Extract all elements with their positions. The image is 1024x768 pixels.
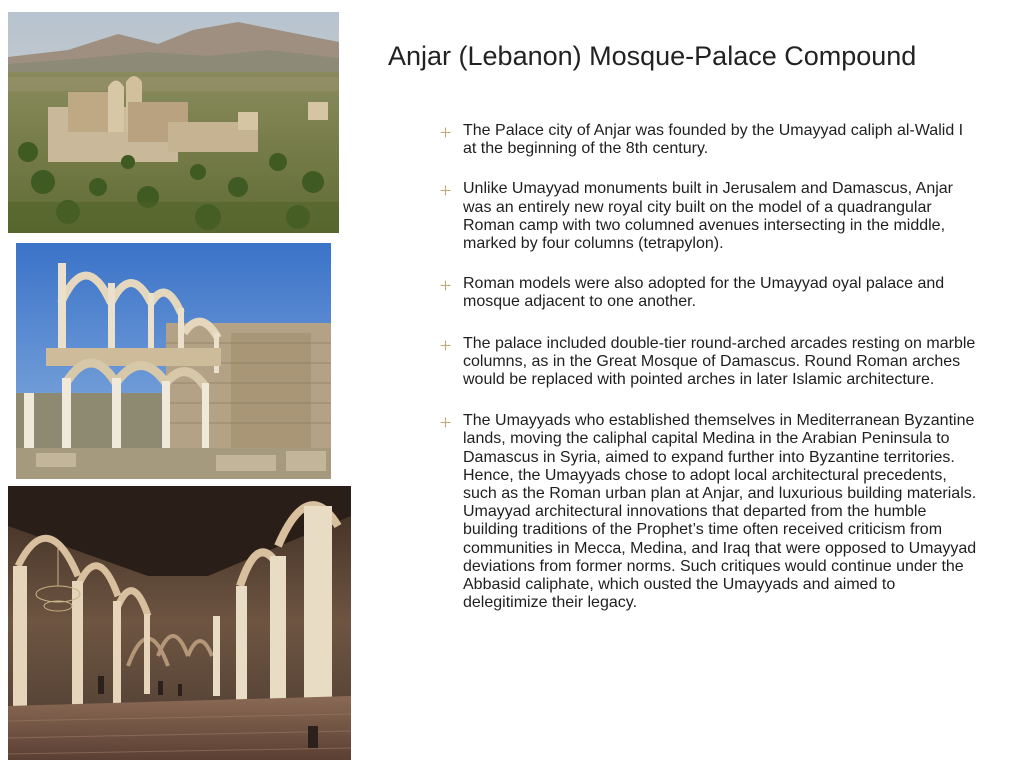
mosque-interior-illustration bbox=[8, 486, 351, 760]
fleuron-icon bbox=[440, 340, 451, 351]
bullet-text: Roman models were also adopted for the Umayyad oyal palace and mosque adjacent to one another. bbox=[463, 275, 945, 311]
anjar-arcade-illustration bbox=[16, 243, 331, 479]
slide-title: Anjar (Lebanon) Mosque-Palace Compound bbox=[388, 41, 917, 71]
bullet-item bbox=[440, 335, 980, 390]
bullet-text: The Umayyads who established themselves in Mediterranean Byzantine lands, moving the caliphal capital Medina in the Arabian Peninsula to Damascus in Syria, aimed to expand further into Byzantine territories. Hence, the Umayyads chose to adopt local architectural precedents, such as the Roman urban plan at Anjar, and luxurious building materials. Umayyad architectural innovations that departed from the humble building traditions of the Prophet’s time often received criticism from communities in Mecca, Medina, and Iraq that were opposed to Umayyad deviations from former norms. Such critiques would continue under the Abbasid caliphate, which ousted the Umayyads and aimed to delegitimize their legacy. bbox=[463, 412, 977, 612]
bullet-text: The palace included double-tier round-arched arcades resting on marble columns, as in the Great Mosque of Damascus. Round Roman arches would be replaced with pointed arches in later Islamic architecture. bbox=[463, 334, 976, 389]
bullet-item bbox=[440, 122, 980, 158]
anjar-landscape-illustration bbox=[8, 12, 339, 233]
fleuron-icon bbox=[440, 127, 451, 138]
anjar-landscape-photo bbox=[8, 12, 339, 233]
fleuron-icon bbox=[440, 185, 451, 196]
anjar-arcade-photo bbox=[16, 243, 331, 479]
mosque-interior-photo bbox=[8, 486, 351, 760]
bullet-text: Unlike Umayyad monuments built in Jerusalem and Damascus, Anjar was an entirely new royal city built on the model of a quadrangular Roman camp with two columned avenues intersecting in the middle, marked by four columns (tetrapylon). bbox=[463, 180, 953, 253]
bullet-list bbox=[440, 122, 980, 612]
bullet-item bbox=[440, 275, 980, 311]
bullet-text: The Palace city of Anjar was founded by the Umayyad caliph al-Walid I at the beginning of the 8th century. bbox=[463, 122, 964, 158]
bullet-item bbox=[440, 180, 980, 253]
fleuron-icon bbox=[440, 417, 451, 428]
bullet-item bbox=[440, 412, 980, 612]
fleuron-icon bbox=[440, 280, 451, 291]
